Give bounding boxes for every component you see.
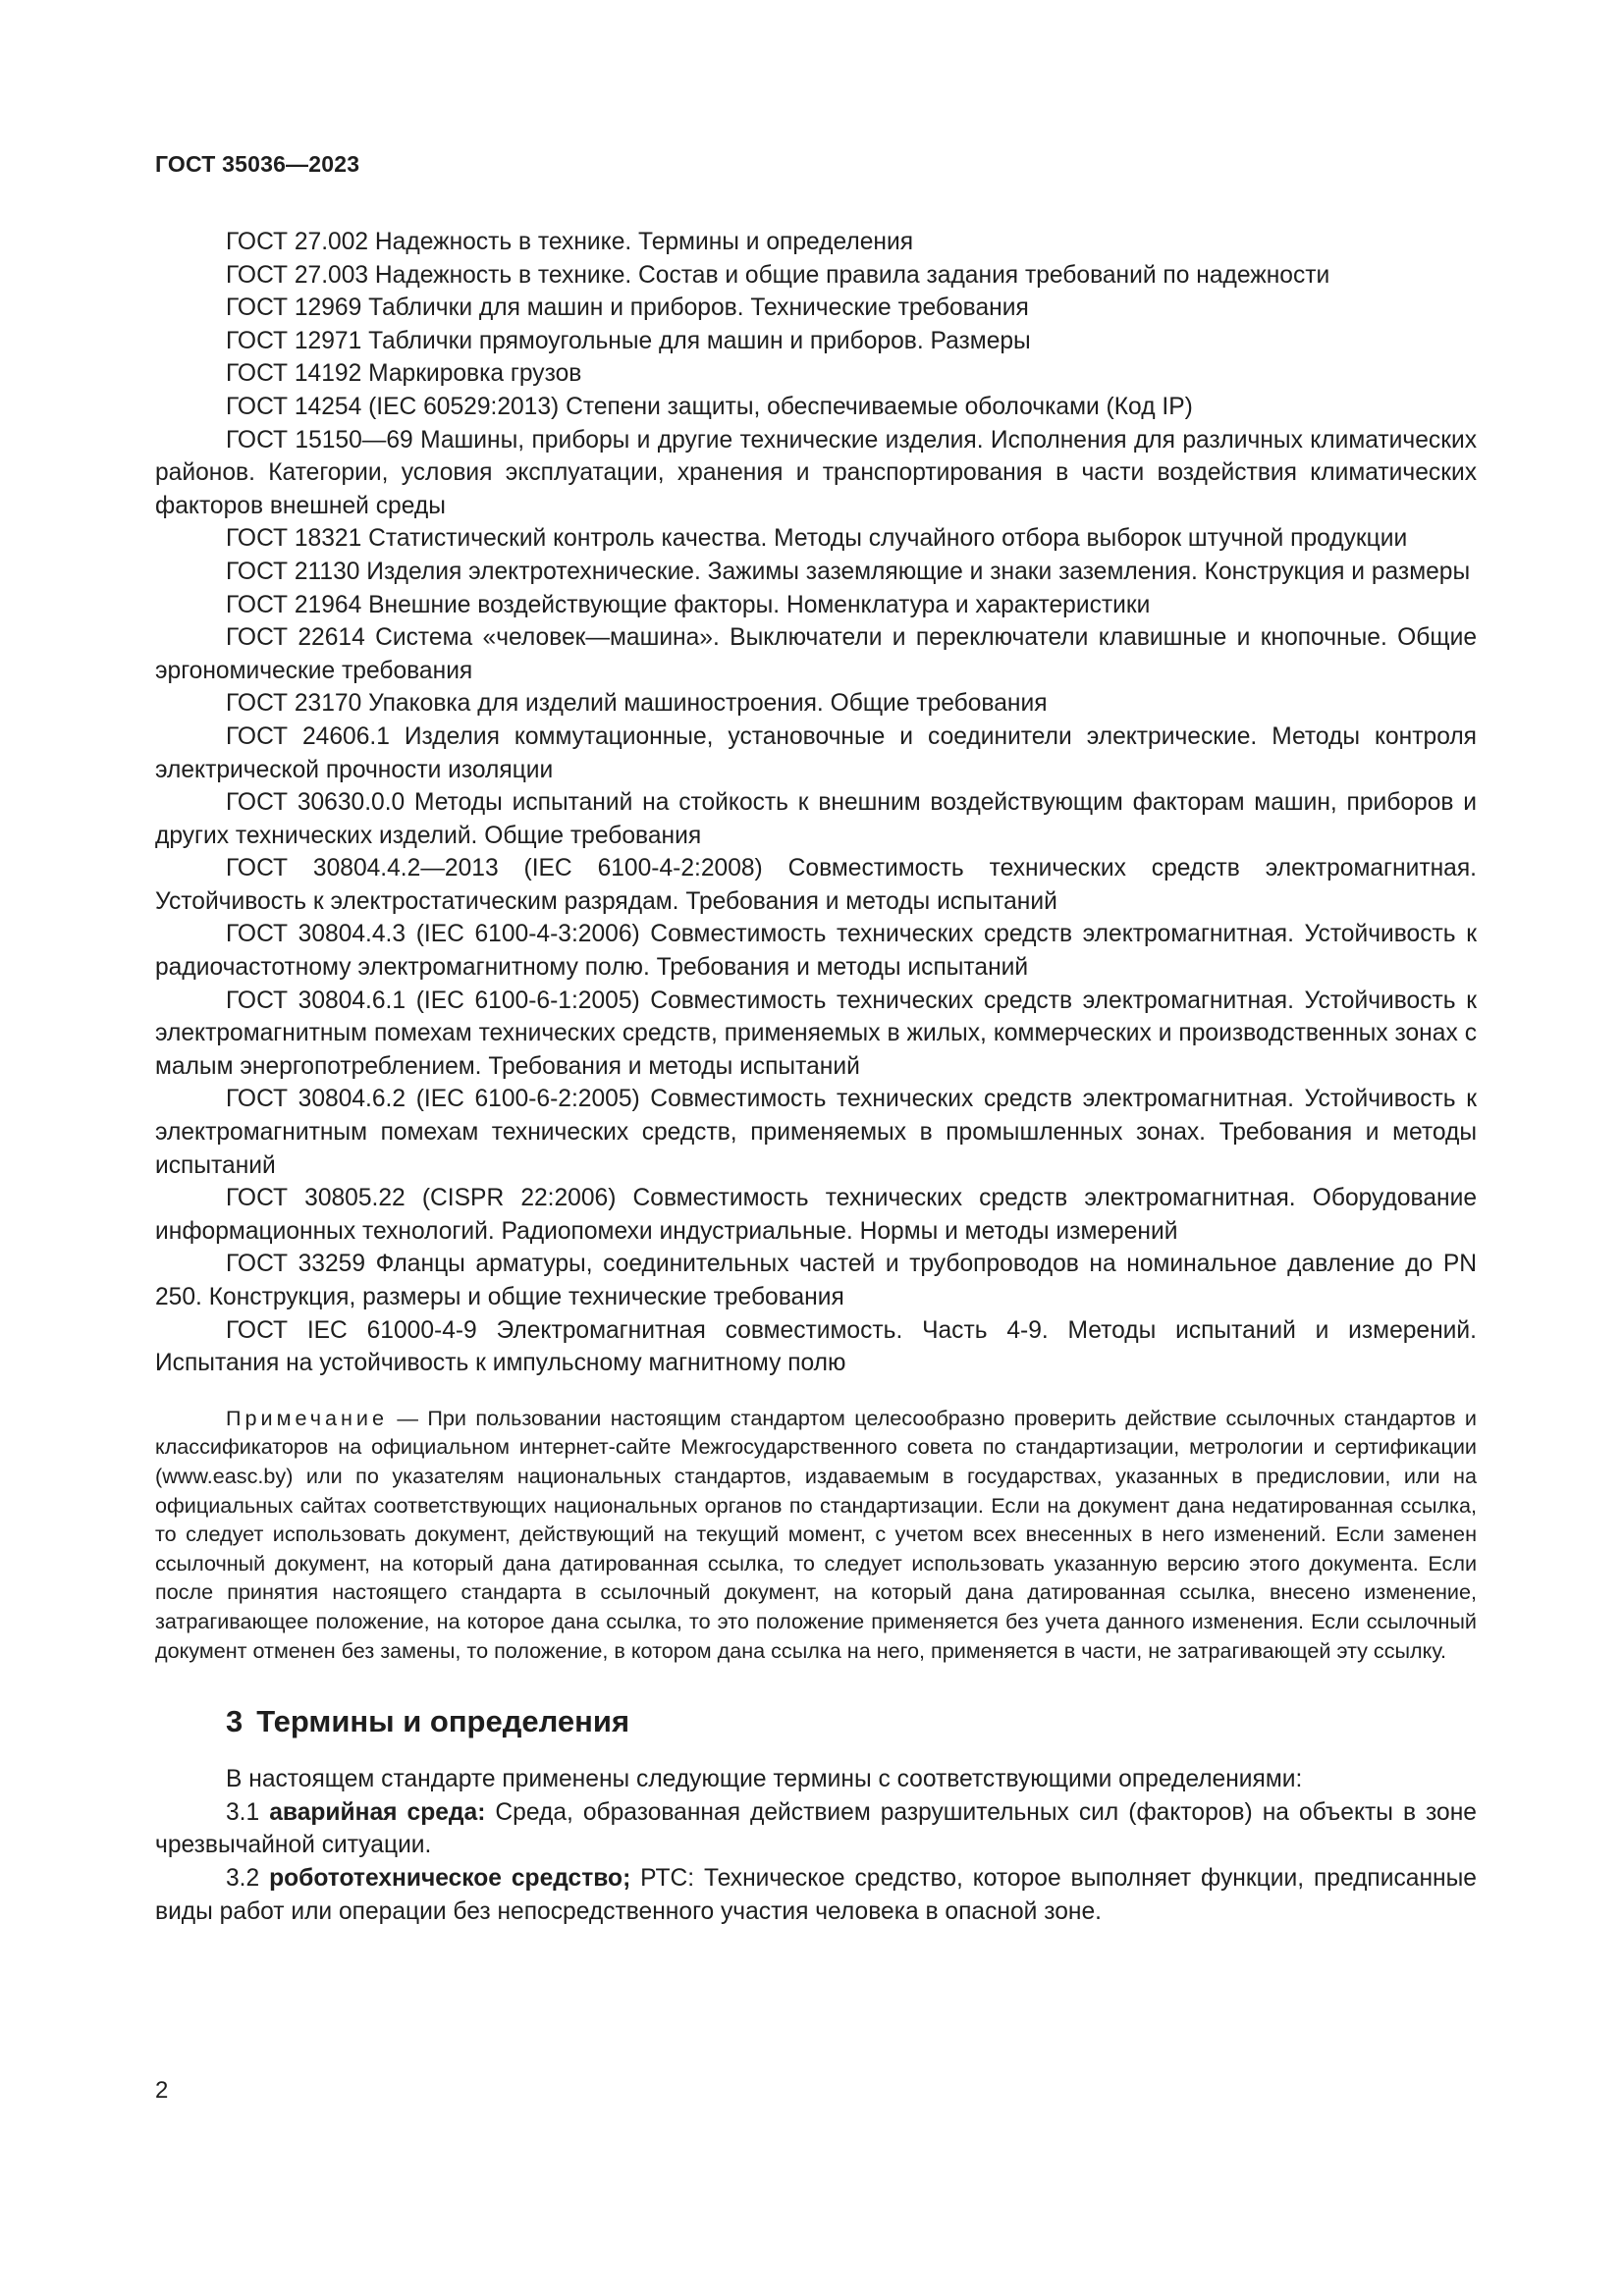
reference-item: ГОСТ 14254 (IEC 60529:2013) Степени защиты, обеспечиваемые оболочками (Код IP) <box>226 393 1193 420</box>
term-definition: Среда, образованная действием разрушительных сил (факторов) на объекты в зоне чрезвычайной ситуации. <box>155 1798 1477 1859</box>
reference-item: ГОСТ 12969 Таблички для машин и приборов. Технические требования <box>226 294 1029 322</box>
reference-item: ГОСТ IEC 61000-4-9 Электромагнитная совместимость. Часть 4-9. Методы испытаний и измерений. Испытания на устойчивость к импульсному магнитному полю <box>155 1316 1477 1377</box>
reference-item: ГОСТ 18321 Статистический контроль качества. Методы случайного отбора выборок штучной продукции <box>226 525 1408 553</box>
reference-item: ГОСТ 21130 Изделия электротехнические. Зажимы заземляющие и знаки заземления. Конструкция и размеры <box>226 558 1471 585</box>
term-number: 3.1 <box>226 1798 260 1826</box>
term-definition: РТС: Техническое средство, которое выполняет функции, предписанные виды работ или операции без непосредственного участия человека в опасной зоне. <box>155 1864 1477 1925</box>
section-number: 3 <box>226 1704 244 1739</box>
term-entry <box>155 1796 1477 1862</box>
reference-item: ГОСТ 30804.4.2—2013 (IEC 6100-4-2:2008) Совместимость технических средств электромагнитная. Устойчивость к электростатическим разрядам. Требования и методы испытаний <box>155 855 1477 915</box>
reference-item: ГОСТ 30804.6.2 (IEC 6100-6-2:2005) Совместимость технических средств электромагнитная. Устойчивость к электромагнитным помехам технических средств, применяемых в промышленных зонах. Требования и методы испытаний <box>155 1086 1477 1179</box>
reference-item: ГОСТ 30630.0.0 Методы испытаний на стойкость к внешним воздействующим факторам машин, приборов и других технических изделий. Общие требования <box>155 789 1477 849</box>
reference-item: ГОСТ 21964 Внешние воздействующие факторы. Номенклатура и характеристики <box>226 591 1151 618</box>
reference-item: ГОСТ 30804.4.3 (IEC 6100-4-3:2006) Совместимость технических средств электромагнитная. Устойчивость к радиочастотному электромагнитному полю. Требования и методы испытаний <box>155 921 1477 982</box>
reference-item: ГОСТ 24606.1 Изделия коммутационные, установочные и соединители электрические. Методы контроля электрической прочности изоляции <box>155 722 1477 783</box>
normative-references-list <box>155 226 1477 1380</box>
reference-item: ГОСТ 12971 Таблички прямоугольные для машин и приборов. Размеры <box>226 327 1031 354</box>
reference-item: ГОСТ 14192 Маркировка грузов <box>226 360 582 388</box>
section-intro: В настоящем стандарте применены следующие термины с соответствующими определениями: <box>226 1766 1303 1793</box>
term-entry <box>155 1862 1477 1928</box>
reference-item: ГОСТ 30805.22 (CISPR 22:2006) Совместимость технических средств электромагнитная. Оборудование информационных технологий. Радиопомехи индустриальные. Нормы и методы измерений <box>155 1185 1477 1245</box>
note-paragraph <box>155 1404 1477 1665</box>
reference-item: ГОСТ 22614 Система «человек—машина». Выключатели и переключатели клавишные и кнопочные. Общие эргономические требования <box>155 624 1477 684</box>
reference-item: ГОСТ 15150—69 Машины, приборы и другие технические изделия. Исполнения для различных климатических районов. Категории, условия эксплуатации, хранения и транспортирования в части воздействия климатических факторов внешней среды <box>155 426 1477 519</box>
section-heading <box>155 1702 1477 1741</box>
reference-item: ГОСТ 27.003 Надежность в технике. Состав и общие правила задания требований по надежности <box>226 261 1330 289</box>
document-body <box>155 226 1477 1928</box>
term-number: 3.2 <box>226 1864 260 1892</box>
reference-item: ГОСТ 23170 Упаковка для изделий машиностроения. Общие требования <box>226 690 1048 718</box>
term-name: аварийная среда: <box>269 1798 486 1826</box>
page-number: 2 <box>155 2077 169 2104</box>
reference-item: ГОСТ 30804.6.1 (IEC 6100-6-1:2005) Совместимость технических средств электромагнитная. Устойчивость к электромагнитным помехам технических средств, применяемых в жилых, коммерческих и производственных зонах с малым энергопотреблением. Требования и методы испытаний <box>155 987 1477 1080</box>
term-name: робототехническое средство; <box>269 1864 631 1892</box>
note-text: — При пользовании настоящим стандартом целесообразно проверить действие ссылочных стандартов и классификаторов на официальном интернет-сайте Межгосударственного совета по стандартизации, метрологии и сертификации (www.easc.by) или по указателям национальных стандартов, издаваемым в государствах, указанных в предисловии, или на официальных сайтах соответствующих национальных органов по стандартизации. Если на документ дана недатированная ссылка, то следует использовать документ, действующий на текущий момент, с учетом всех внесенных в него изменений. Если заменен ссылочный документ, на который дана датированная ссылка, то следует использовать указанную версию этого документа. Если после принятия настоящего стандарта в ссылочный документ, на который дана датированная ссылка, внесено изменение, затрагивающее положение, на которое дана ссылка, то это положение применяется без учета данного изменения. Если ссылочный документ отменен без замены, то положение, в котором дана ссылка на него, применяется в части, не затрагивающей эту ссылку. <box>155 1405 1477 1663</box>
reference-item: ГОСТ 33259 Фланцы арматуры, соединительных частей и трубопроводов на номинальное давление до PN 250. Конструкция, размеры и общие технические требования <box>155 1251 1477 1310</box>
reference-item: ГОСТ 27.002 Надежность в технике. Термины и определения <box>226 229 914 255</box>
note-label: Примечание <box>226 1405 388 1430</box>
section-title: Термины и определения <box>256 1704 630 1739</box>
document-header: ГОСТ 35036—2023 <box>155 151 360 177</box>
